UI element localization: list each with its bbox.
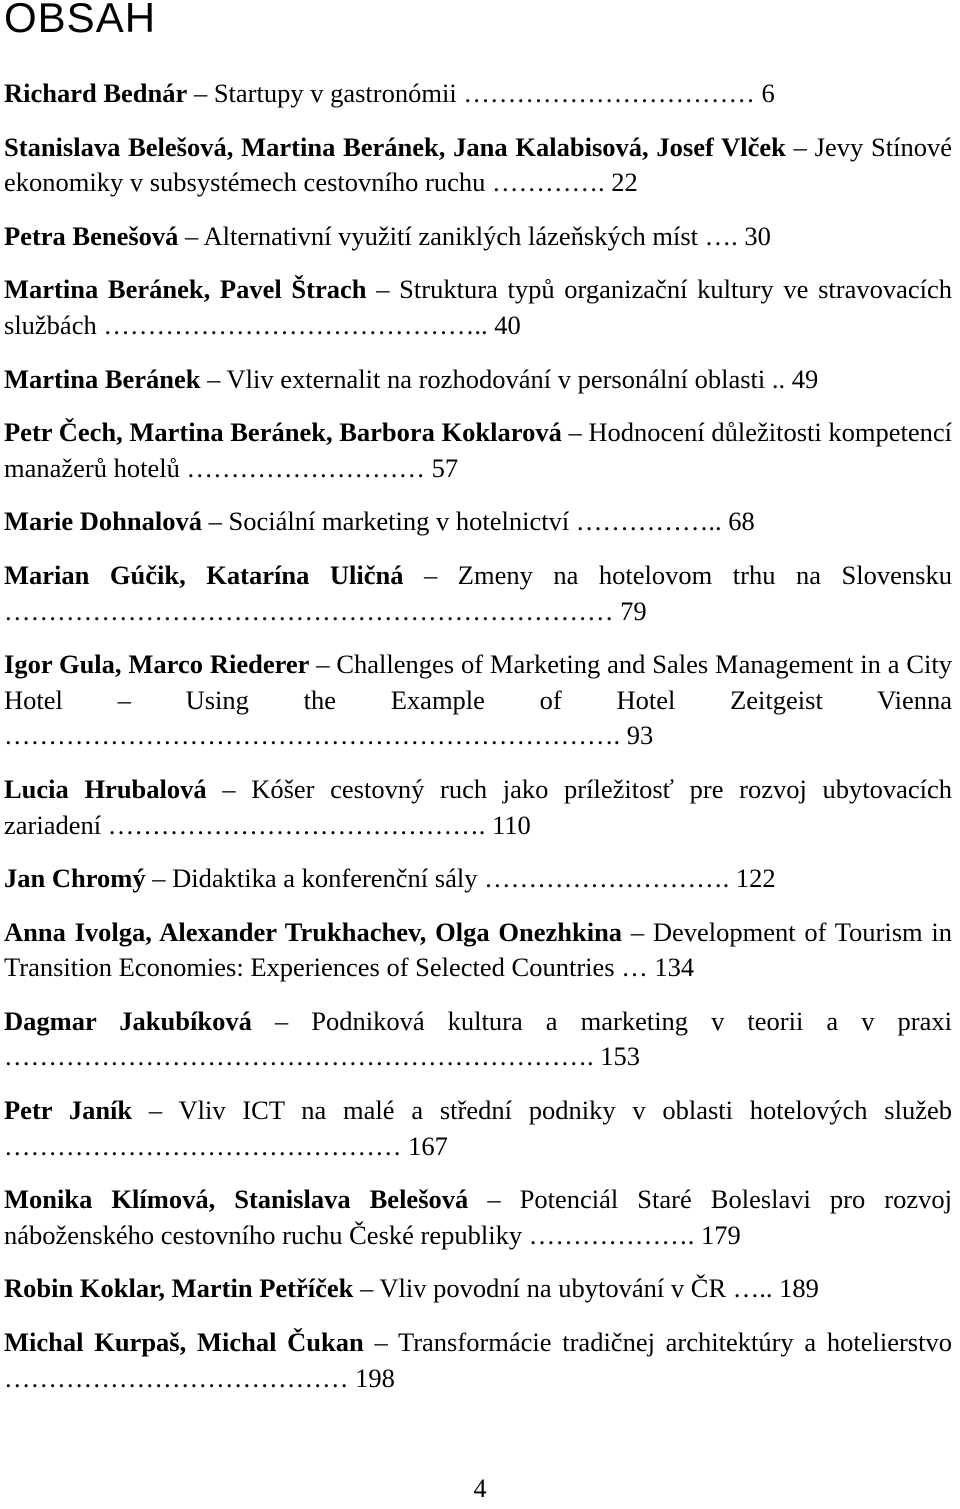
toc-entry[interactable]: Martina Beránek – Vliv externalit na rozhodování v personální oblasti .. 49	[4, 363, 819, 394]
toc-entry-authors: Robin Koklar, Martin Petříček	[4, 1273, 354, 1304]
toc-entry-leader: ………………………	[186, 452, 425, 483]
toc-entry-title: Zmeny na hotelovom trhu na Slovensku	[457, 559, 952, 590]
toc-entry-authors: Igor Gula, Marco Riederer	[4, 649, 310, 680]
toc-entry-leader: …	[621, 952, 648, 983]
toc-entry-page: 6	[761, 78, 775, 108]
toc-entry[interactable]: Marian Gúčik, Katarína Uličná – Zmeny na hotelovom trhu na Slovensku …………………………………………………………… 79	[4, 559, 952, 626]
toc-entry-leader: ……………………………………..	[103, 309, 488, 340]
toc-entry-title: Struktura typů organizační kultury ve stravovacích službách	[4, 274, 953, 340]
toc-entry[interactable]: Martina Beránek, Pavel Štrach – Struktura typů organizační kultury ve stravovacích službách …………………………………….. 40	[4, 274, 953, 340]
toc-entry[interactable]: Dagmar Jakubíková – Podniková kultura a marketing v teorii a v praxi …………………………………………………………. 153	[4, 1005, 952, 1072]
toc-entry-page: 40	[494, 309, 521, 340]
toc-entry[interactable]: Monika Klímová, Stanislava Belešová – Potenciál Staré Boleslavi pro rozvoj náboženského cestovního ruchu České republiky ………………. 179	[4, 1184, 953, 1250]
toc-entry-leader: ……………..	[575, 506, 722, 537]
toc-entry-title: Vliv povodní na ubytování v ČR	[379, 1273, 727, 1304]
table-of-contents	[4, 76, 952, 1414]
toc-entry[interactable]: Anna Ivolga, Alexander Trukhachev, Olga Onezhkina – Development of Tourism in Transition Economies: Experiences of Selected Countries … 134	[4, 916, 953, 983]
toc-entry-page: 198	[355, 1362, 395, 1393]
toc-entry[interactable]: Petr Čech, Martina Beránek, Barbora Koklarová – Hodnocení důležitosti kompetencí manažerů hotelů ……………………… 57	[4, 417, 953, 483]
toc-entry-authors: Petr Janík	[4, 1095, 133, 1126]
toc-entry-page: 110	[491, 809, 531, 840]
toc-entry[interactable]: Petr Janík – Vliv ICT na malé a střední podniky v oblasti hotelových služeb ……………………………………… 167	[4, 1095, 952, 1161]
toc-entry-title: Transformácie tradičnej architektúry a hotelierstvo	[397, 1327, 952, 1358]
toc-entry-page: 122	[735, 863, 776, 894]
toc-entry[interactable]: Marie Dohnalová – Sociální marketing v hotelnictví …………….. 68	[4, 506, 755, 537]
toc-entry-page: 57	[431, 452, 459, 483]
toc-entry[interactable]: Jan Chromý – Didaktika a konferenční sály ………………………. 122	[4, 863, 776, 894]
toc-entry-title: Kóšer cestovný ruch jako príležitosť pre rozvoj ubytovacích zariadení	[4, 773, 952, 840]
page-number: 4	[473, 1474, 487, 1503]
toc-entry-authors: Martina Beránek, Pavel Štrach	[4, 274, 367, 305]
toc-entry-title: Potenciál Staré Boleslavi pro rozvoj náboženského cestovního ruchu České republiky	[4, 1184, 953, 1250]
toc-entry-title: Hodnocení důležitosti kompetencí manažerů hotelů	[4, 417, 953, 483]
toc-entry-leader: ………………………………………	[4, 1130, 402, 1161]
toc-entry-page: 79	[620, 595, 647, 626]
toc-entry[interactable]: Lucia Hrubalová – Kóšer cestovný ruch jako príležitosť pre rozvoj ubytovacích zariadení ……………………………………. 110	[4, 773, 952, 840]
toc-entry-authors: Michal Kurpaš, Michal Čukan	[4, 1327, 364, 1358]
toc-entry-title: Development of Tourism in Transition Economies: Experiences of Selected Countries	[4, 916, 953, 983]
toc-entry[interactable]: Igor Gula, Marco Riederer – Challenges of Marketing and Sales Management in a City Hotel – Using the Example of Hotel Zeitgeist Vienna ……………………………………………………………. 93	[4, 649, 952, 751]
toc-entry-authors: Marian Gúčik, Katarína Uličná	[4, 559, 404, 590]
toc-entry-page: 134	[654, 952, 695, 983]
toc-entry-page: 49	[791, 363, 819, 394]
toc-entry-leader: ……………………………………………………………	[4, 595, 614, 626]
toc-entry-leader: …………………………………	[4, 1362, 349, 1393]
toc-entry[interactable]: Petra Benešová – Alternativní využití zaniklých lázeňských míst …. 30	[4, 220, 771, 251]
toc-entry[interactable]: Robin Koklar, Martin Petříček – Vliv povodní na ubytování v ČR ….. 189	[4, 1273, 819, 1304]
toc-entry-page: 179	[700, 1219, 741, 1250]
toc-entry-leader: …………………………………….	[107, 809, 486, 840]
toc-entry-authors: Dagmar Jakubíková	[4, 1005, 252, 1036]
toc-entry-page: 68	[728, 506, 755, 537]
toc-entry[interactable]: Richard Bednár – Startupy v gastronómii …………………………… 6	[4, 78, 775, 108]
toc-entry-authors: Lucia Hrubalová	[4, 773, 207, 804]
toc-entry-title: Sociální marketing v hotelnictví	[228, 506, 570, 537]
toc-entry-page: 30	[744, 220, 771, 251]
toc-entry-authors: Anna Ivolga, Alexander Trukhachev, Olga Onezhkina	[4, 916, 623, 947]
toc-entry-leader: …..	[732, 1273, 773, 1304]
toc-entry-leader: ….	[704, 220, 738, 251]
toc-entry-leader: …………………………………………………………….	[4, 720, 621, 751]
toc-entry-authors: Stanislava Belešová, Martina Beránek, Jana Kalabisová, Josef Vlček	[4, 131, 786, 162]
toc-entry-title: Vliv ICT na malé a střední podniky v oblasti hotelových služeb	[178, 1095, 952, 1126]
toc-entry-title: Vliv externalit na rozhodování v personální oblasti	[226, 363, 766, 394]
toc-entry-page: 189	[779, 1273, 819, 1304]
toc-entry-authors: Petr Čech, Martina Beránek, Barbora Koklarová	[4, 417, 562, 448]
toc-entry-title: Didaktika a konferenční sály	[172, 863, 478, 894]
toc-entry-authors: Monika Klímová, Stanislava Belešová	[4, 1184, 469, 1215]
toc-entry-title: Challenges of Marketing and Sales Management in a City Hotel – Using the Example of Hotel Zeitgeist Vienna	[4, 649, 952, 715]
toc-entry-title: Jevy Stínové ekonomiky v subsystémech cestovního ruchu	[4, 131, 952, 198]
toc-entry-authors: Petra Benešová	[4, 220, 179, 251]
toc-entry-page: 22	[611, 167, 638, 198]
toc-entry-page: 167	[408, 1130, 448, 1161]
toc-entry-leader: ……………………….	[484, 863, 730, 894]
toc-entry-authors: Jan Chromý	[4, 863, 146, 894]
toc-entry-leader: ……………….	[528, 1219, 695, 1250]
toc-entry-leader: ..	[771, 363, 786, 394]
toc-entry-title: Alternativní využití zaniklých lázeňských míst	[203, 220, 699, 251]
toc-entry-page: 93	[626, 720, 654, 751]
toc-entry-leader: ……………………………	[463, 78, 755, 108]
toc-entry-authors: Richard Bednár	[4, 78, 188, 108]
toc-entry[interactable]: Stanislava Belešová, Martina Beránek, Jana Kalabisová, Josef Vlček – Jevy Stínové ekonomiky v subsystémech cestovního ruchu …………. 22	[4, 131, 952, 198]
toc-entry-leader: ………………………………………………………….	[4, 1041, 594, 1072]
toc-entry-authors: Marie Dohnalová	[4, 506, 202, 537]
toc-entry-title: Startupy v gastronómii	[213, 78, 457, 108]
toc-entry-authors: Martina Beránek	[4, 363, 201, 394]
toc-entry-page: 153	[600, 1041, 640, 1072]
page-title: OBSAH	[4, 0, 157, 41]
toc-entry-leader: ………….	[491, 167, 605, 198]
toc-entry-title: Podniková kultura a marketing v teorii a v praxi	[311, 1005, 952, 1036]
toc-entry[interactable]: Michal Kurpaš, Michal Čukan – Transformácie tradičnej architektúry a hotelierstvo ………………………………… 198	[4, 1327, 952, 1393]
